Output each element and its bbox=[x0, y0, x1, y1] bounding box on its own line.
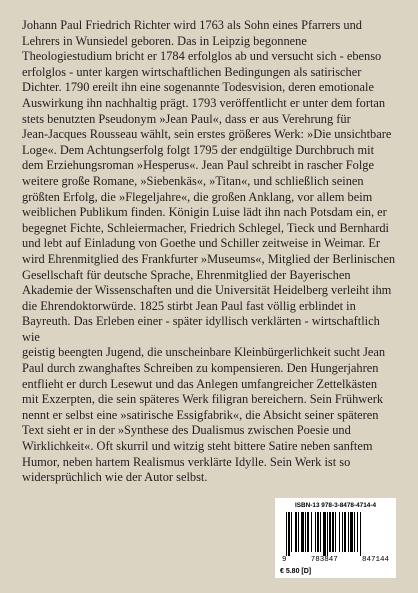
barcode-panel bbox=[275, 498, 396, 578]
barcode-bar bbox=[298, 512, 299, 552]
barcode-bar bbox=[295, 512, 297, 552]
barcode-digits bbox=[280, 556, 391, 565]
barcode-bars bbox=[284, 512, 388, 556]
barcode-bar bbox=[350, 512, 353, 552]
barcode-bar bbox=[311, 512, 312, 552]
barcode-digit-lead: 9 bbox=[282, 556, 287, 564]
barcode-bar bbox=[348, 512, 349, 552]
barcode-bar bbox=[288, 512, 290, 556]
price-label: € 5.80 [D] bbox=[280, 568, 312, 575]
barcode-digits-right: 847144 bbox=[361, 556, 389, 564]
barcode-bar bbox=[305, 512, 306, 552]
barcode-bar bbox=[286, 512, 287, 556]
barcode-bar bbox=[339, 512, 340, 552]
barcode-bar bbox=[354, 512, 355, 552]
isbn-label: ISBN-13 978-3-8478-4714-4 bbox=[295, 502, 376, 509]
barcode-bar bbox=[332, 512, 334, 552]
biography-blurb: Johann Paul Friedrich Richter wird 1763 als Sohn eines Pfarrers und Lehrers in Wunsiedel geboren. Das in Leipzig begonnene Theologiestudium bricht er 1784 erfolglos ab und versucht sich - ebenso erfolglos - unter kargen wirtschaftlichen Bedingungen als satirischer Dichter. 1790 ereilt ihn eine sogenannte Todesvision, deren emotionale Auswirkung ihn nachhaltig prägt. 1793 veröffentlicht er unter dem fortan stets benutzten Pseudonym »Jean Paul«, dass er aus Verehrung für Jean-Jacques Rousseau wählt, sein erstes größeres Werk: »Die unsichtbare Loge«. Dem Achtungserfolg folgt 1795 der endgültige Durchbruch mit dem Erziehungsroman »Hesperus«. Jean Paul schreibt in rascher Folge weitere große Romane, »Siebenkäs«, »Titan«, und schließlich seinen größten Erfolg, die »Flegeljahre«, die großen Anklang, vor allem beim weiblichen Publikum finden. Königin Luise lädt ihn nach Potsdam ein, er begegnet Fichte, Schleiermacher, Friedrich Schlegel, Tieck und Bernhardi und lebt auf Einladung von Goethe und Schiller zeitweise in Weimar. Er wird Ehrenmitglied des Frankfurter »Museums«, Mitglied der Berlinischen Gesellschaft für deutsche Sprache, Ehrenmitglied der Bayerischen Akademie der Wissenschaften und die Universität Heidelberg verleiht ihm die Ehrendoktorwürde. 1825 stirbt Jean Paul fast völlig erblindet in Bayreuth. Das Erleben einer - später idyllisch verklärten - wirtschaftlich wie geistig beengten Jugend, die unscheinbare Kleinbürgerlichkeit sucht Jean Paul durch zwanghaftes Schreiben zu kompensieren. Den Hungerjahren entflieht er durch Lesewut und das Anlegen umfangreicher Zettelkästen mit Exzerpten, die sein späteres Werk filigran bereichern. Sein Frühwerk nennt er selbst eine »satirische Essigfabrik«, die Absicht seiner späteren Text sieht er in der »Synthese des Dualismus zwischen Poesie und Wirklichkeit«. Oft skurril und witzig steht bittere Satire neben sanftem Humor, neben hartem Realismus verklärte Idylle. Sein Werk ist so widersprüchlich wie der Autor selbst. bbox=[22, 18, 396, 485]
barcode-bar bbox=[320, 512, 321, 552]
barcode-bar bbox=[307, 512, 309, 552]
barcode-bar bbox=[327, 512, 328, 556]
barcode-digits-left: 783847 bbox=[310, 556, 338, 564]
barcode-bar bbox=[317, 512, 319, 552]
barcode-bar bbox=[315, 512, 316, 552]
barcode-bar bbox=[301, 512, 304, 552]
barcode-bar bbox=[335, 512, 336, 552]
barcode-bar bbox=[360, 512, 361, 556]
barcode-bar bbox=[357, 512, 358, 552]
barcode-bar bbox=[329, 512, 331, 552]
barcode-bar bbox=[291, 512, 292, 552]
barcode-bar bbox=[342, 512, 343, 552]
barcode-bar bbox=[323, 512, 326, 556]
barcode-bar bbox=[344, 512, 346, 552]
